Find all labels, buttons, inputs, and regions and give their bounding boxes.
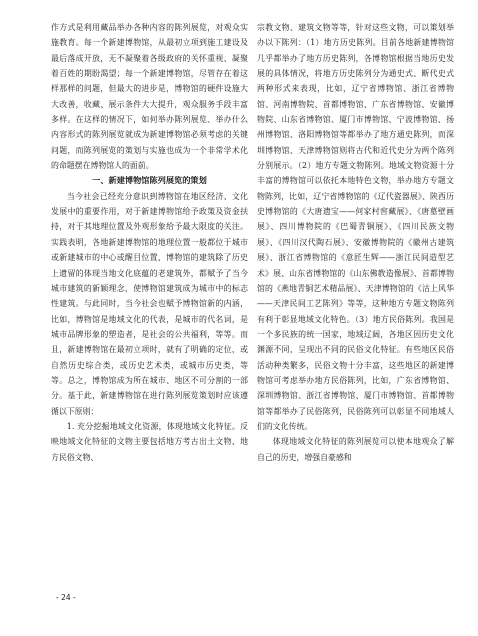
right-paragraph-2: 体现地域文化特征的陈列展览可以使本地观众了解自己的历史，增强自豪感和 <box>257 437 454 462</box>
page-number: - 24 - <box>56 593 76 602</box>
section-heading: 一、新建博物馆陈列展览的策划 <box>92 175 207 186</box>
left-paragraph-3: 1. 充分挖掘地域文化资源，体现地域文化特征。反映地域文化特征的文物主要包括地方考古出土文物、地方民俗文物、 <box>51 421 248 462</box>
left-paragraph-1: 作方式是利用藏品举办各种内容的陈列展览，对观众实施教育。每一个新建博物馆，从最初立项到施工建设及最后落成开放，无不凝聚着各级政府的关怀重视、凝聚着百姓的期盼渴望；每一个新建博物馆，尽管存在着这样那样的问题，但最大的进步是，博物馆的硬件设施大大改善，收藏、展示条件大大提升，观众服务手段丰富多样。在这样的情况下，如何举办陈列展览、举办什么内容形式的陈列展览就成为新建博物馆必须考虑的关键问题，而陈列展览的策划与实施也成为一个非常学术化的命题摆在博物馆人的面前。 <box>51 23 248 171</box>
left-column <box>51 20 248 465</box>
right-paragraph-1: 宗教文物、建筑文物等等，针对这些文物，可以策划举办以下陈列：（1）地方历史陈列。目前各地新建博物馆几乎都举办了地方历史陈列，各博物馆根据当地历史发展的具体情况，将地方历史陈列分为通史式、断代史式两种形式来表现，比如，辽宁省博物馆、浙江省博物馆、河南博物院、首都博物馆、广东省博物馆、安徽博物院、山东省博物馆、厦门市博物馆、宁波博物馆、扬州博物馆、洛阳博物馆等都举办了地方通史陈列，而深圳博物馆、天津博物馆则将古代和近代史分为两个陈列分别展示。（2）地方专题文物陈列。地域文物资源十分丰富的博物馆可以依托本地特色文物，举办地方专题文物陈列，比如，辽宁省博物馆的《辽代瓷器展》、陕西历史博物馆的《大唐遗宝——何家村窖藏展》、《唐墓壁画展》、四川博物院的《巴蜀青铜展》、《四川民族文物展》、《四川汉代陶石展》、安徽博物院的《徽州古建筑展》、浙江省博物馆的《意匠生辉——浙江民间造型艺术》展、山东省博物馆的《山东佛教造像展》、首都博物馆的《燕地青铜艺术精品展》、天津博物馆的《沽上风华——天津民间工艺陈列》等等，这种地方专题文物陈列有利于彰显地域文化特色。（3）地方民俗陈列。我国是一个多民族的统一国家，地域辽阔，各地区因历史文化渊源不同，呈现出不同的民俗文化特征。有些地区民俗活动种类繁多，民俗文物十分丰富，这些地区的新建博物馆可考虑举办地方民俗陈列，比如，广东省博物馆、深圳博物馆、浙江省博物馆、厦门市博物馆、首都博物馆等都举办了民俗陈列，民俗陈列可以彰显不同地域人们的文化传统。 <box>257 23 454 431</box>
right-column <box>257 20 454 465</box>
left-paragraph-2: 当今社会已经充分意识到博物馆在地区经济、文化发展中的重要作用，对于新建博物馆给予政策及资金扶持，对于其地理位置及外观形象给予最大限度的关注。实践表明，各地新建博物馆的地理位置一般都位于城市或新建城市的中心或醒目位置，博物馆的建筑除了历史上遗留的体现当地文化底蕴的老建筑外，都赋予了当今城市建筑的新颖理念，使博物馆建筑成为城市中的标志性建筑。与此同时，当今社会也赋予博物馆新的内涵，比如，博物馆是地域文化的代表，是城市的代名词，是城市品牌形象的塑造者，是社会的公共福利，等等。而且，新建博物馆在最初立项时，就有了明确的定位，或自然历史综合类，或历史艺术类，或城市历史类，等等。总之，博物馆成为所在城市、地区不可分割的一部分。基于此，新建博物馆在进行陈列展览策划时应该遵循以下原则： <box>51 191 248 416</box>
